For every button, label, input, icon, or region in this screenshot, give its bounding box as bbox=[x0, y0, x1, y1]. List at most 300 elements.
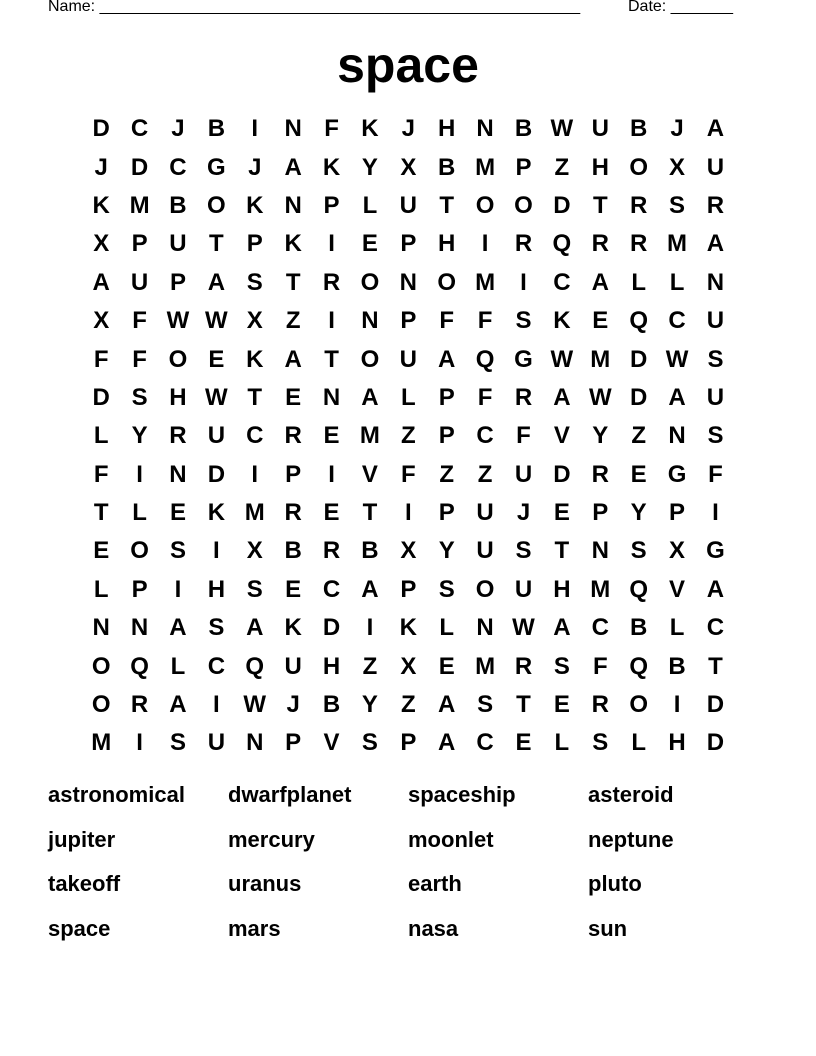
grid-letter[interactable]: Z bbox=[400, 691, 416, 719]
grid-letter[interactable]: T bbox=[285, 268, 301, 296]
grid-letter[interactable]: V bbox=[361, 460, 378, 488]
grid-letter[interactable]: K bbox=[246, 191, 264, 219]
grid-letter[interactable]: Q bbox=[130, 652, 149, 680]
grid-letter[interactable]: I bbox=[520, 268, 527, 296]
grid-letter[interactable]: D bbox=[130, 153, 149, 181]
grid-letter[interactable]: F bbox=[516, 422, 531, 450]
grid-letter[interactable]: A bbox=[169, 614, 187, 642]
grid-letter[interactable]: H bbox=[668, 729, 686, 757]
grid-letter[interactable]: Q bbox=[629, 307, 648, 335]
grid-letter[interactable]: Y bbox=[131, 422, 148, 450]
grid-letter[interactable]: S bbox=[707, 345, 724, 373]
grid-letter[interactable]: C bbox=[668, 307, 686, 335]
grid-letter[interactable]: T bbox=[209, 230, 224, 258]
grid-letter[interactable]: V bbox=[669, 575, 686, 603]
grid-letter[interactable]: K bbox=[553, 307, 571, 335]
grid-letter[interactable]: P bbox=[438, 499, 455, 527]
grid-letter[interactable]: H bbox=[207, 575, 226, 603]
grid-letter[interactable]: N bbox=[591, 537, 609, 565]
grid-letter[interactable]: J bbox=[248, 153, 262, 181]
grid-letter[interactable]: N bbox=[399, 268, 417, 296]
grid-letter[interactable]: E bbox=[553, 499, 570, 527]
grid-letter[interactable]: L bbox=[170, 652, 186, 680]
word-list-item: earth bbox=[408, 871, 462, 897]
grid-letter[interactable]: A bbox=[553, 614, 571, 642]
grid-letter[interactable]: A bbox=[284, 153, 302, 181]
grid-letter[interactable]: Z bbox=[285, 307, 301, 335]
grid-letter[interactable]: K bbox=[246, 345, 264, 373]
grid-letter[interactable]: E bbox=[285, 575, 302, 603]
grid-letter[interactable]: B bbox=[629, 115, 648, 143]
grid-letter[interactable]: L bbox=[631, 268, 646, 296]
grid-letter[interactable]: F bbox=[477, 383, 493, 411]
grid-letter[interactable]: A bbox=[591, 268, 609, 296]
grid-letter[interactable]: E bbox=[515, 729, 532, 757]
grid-letter[interactable]: S bbox=[592, 729, 609, 757]
grid-letter[interactable]: X bbox=[93, 230, 110, 258]
grid-letter[interactable]: P bbox=[438, 383, 455, 411]
grid-letter[interactable]: D bbox=[92, 383, 110, 411]
grid-letter[interactable]: Q bbox=[245, 652, 265, 680]
grid-letter[interactable]: N bbox=[169, 460, 187, 488]
word-list-item: dwarfplanet bbox=[228, 782, 352, 807]
grid-letter[interactable]: I bbox=[213, 537, 220, 565]
word-list-item: asteroid bbox=[588, 782, 674, 807]
grid-letter[interactable]: P bbox=[515, 153, 532, 181]
word-list-item: spaceship bbox=[408, 782, 516, 807]
grid-letter[interactable]: S bbox=[131, 383, 148, 411]
grid-letter[interactable]: Z bbox=[362, 652, 378, 680]
grid-letter[interactable]: R bbox=[514, 383, 533, 411]
grid-letter[interactable]: P bbox=[400, 307, 417, 335]
grid-letter[interactable]: P bbox=[400, 575, 417, 603]
grid-letter[interactable]: S bbox=[246, 575, 263, 603]
grid-letter[interactable]: W bbox=[550, 345, 574, 373]
grid-letter[interactable]: F bbox=[592, 652, 608, 680]
grid-letter[interactable]: R bbox=[591, 230, 609, 258]
grid-letter[interactable]: B bbox=[322, 691, 341, 719]
grid-letter[interactable]: F bbox=[93, 460, 109, 488]
grid-letter[interactable]: Q bbox=[629, 575, 648, 603]
grid-letter[interactable]: D bbox=[629, 383, 648, 411]
grid-letter[interactable]: C bbox=[169, 153, 187, 181]
grid-letter[interactable]: R bbox=[322, 268, 341, 296]
grid-letter[interactable]: O bbox=[207, 191, 226, 219]
grid-letter[interactable]: S bbox=[630, 537, 647, 565]
grid-letter[interactable]: G bbox=[207, 153, 226, 181]
grid-letter[interactable]: U bbox=[130, 268, 149, 296]
grid-letter[interactable]: B bbox=[361, 537, 379, 565]
grid-letter[interactable]: A bbox=[361, 383, 379, 411]
grid-letter[interactable]: Y bbox=[592, 422, 609, 450]
grid-letter[interactable]: L bbox=[669, 614, 685, 642]
grid-letter[interactable]: W bbox=[665, 345, 689, 373]
grid-letter[interactable]: R bbox=[284, 422, 302, 450]
grid-letter[interactable]: H bbox=[438, 230, 456, 258]
grid-letter[interactable]: X bbox=[400, 652, 417, 680]
grid-letter[interactable]: E bbox=[169, 499, 186, 527]
grid-letter[interactable]: R bbox=[706, 191, 725, 219]
grid-letter[interactable]: V bbox=[323, 729, 340, 757]
grid-letter[interactable]: C bbox=[706, 614, 725, 642]
grid-letter[interactable]: I bbox=[712, 499, 719, 527]
grid-letter[interactable]: T bbox=[708, 652, 723, 680]
grid-letter[interactable]: R bbox=[322, 537, 341, 565]
grid-letter[interactable]: Z bbox=[477, 460, 493, 488]
grid-letter[interactable]: B bbox=[438, 153, 456, 181]
grid-letter[interactable]: S bbox=[438, 575, 455, 603]
grid-letter[interactable]: F bbox=[93, 345, 109, 373]
grid-letter[interactable]: Y bbox=[361, 691, 378, 719]
grid-letter[interactable]: M bbox=[475, 268, 496, 296]
grid-letter[interactable]: P bbox=[131, 575, 148, 603]
grid-letter[interactable]: S bbox=[669, 191, 686, 219]
grid-letter[interactable]: L bbox=[631, 729, 646, 757]
grid-letter[interactable]: T bbox=[362, 499, 378, 527]
grid-letter[interactable]: C bbox=[591, 614, 609, 642]
word-list-item: mars bbox=[228, 916, 281, 942]
grid-letter[interactable]: N bbox=[284, 115, 302, 143]
grid-letter[interactable]: L bbox=[400, 383, 416, 411]
grid-letter[interactable]: X bbox=[400, 537, 417, 565]
grid-letter[interactable]: S bbox=[707, 422, 724, 450]
grid-letter[interactable]: J bbox=[401, 115, 415, 143]
grid-letter[interactable]: H bbox=[553, 575, 571, 603]
grid-letter[interactable]: E bbox=[553, 691, 570, 719]
grid-letter[interactable]: P bbox=[131, 230, 148, 258]
grid-letter[interactable]: Q bbox=[552, 230, 572, 258]
word-list-item: sun bbox=[588, 916, 628, 942]
grid-letter[interactable]: O bbox=[360, 268, 380, 296]
grid-letter[interactable]: R bbox=[514, 652, 533, 680]
grid-letter[interactable]: P bbox=[400, 230, 417, 258]
grid-letter[interactable]: A bbox=[92, 268, 110, 296]
grid-letter[interactable]: H bbox=[169, 383, 187, 411]
grid-letter[interactable]: W bbox=[588, 383, 612, 411]
grid-letter[interactable]: U bbox=[476, 499, 494, 527]
grid-letter[interactable]: V bbox=[553, 422, 570, 450]
grid-letter[interactable]: B bbox=[207, 115, 226, 143]
grid-letter[interactable]: I bbox=[174, 575, 182, 603]
grid-letter[interactable]: E bbox=[630, 460, 647, 488]
grid-letter[interactable]: E bbox=[285, 383, 302, 411]
grid-letter[interactable]: N bbox=[706, 268, 725, 296]
grid-letter[interactable]: I bbox=[251, 115, 259, 143]
grid-letter[interactable]: T bbox=[592, 191, 608, 219]
grid-letter[interactable]: D bbox=[706, 691, 725, 719]
grid-letter[interactable]: U bbox=[207, 729, 226, 757]
grid-letter[interactable]: J bbox=[516, 499, 531, 527]
grid-letter[interactable]: S bbox=[361, 729, 378, 757]
grid-letter[interactable]: O bbox=[475, 575, 495, 603]
grid-letter[interactable]: I bbox=[404, 499, 412, 527]
grid-letter[interactable]: A bbox=[438, 691, 456, 719]
grid-letter[interactable]: C bbox=[130, 115, 149, 143]
grid-letter[interactable]: U bbox=[284, 652, 302, 680]
grid-letter[interactable]: L bbox=[132, 499, 147, 527]
grid-letter[interactable]: N bbox=[246, 729, 264, 757]
grid-letter[interactable]: A bbox=[553, 383, 571, 411]
grid-letter[interactable]: Q bbox=[629, 652, 648, 680]
grid-letter[interactable]: U bbox=[706, 383, 725, 411]
grid-letter[interactable]: K bbox=[207, 499, 226, 527]
grid-letter[interactable]: A bbox=[246, 614, 264, 642]
grid-letter[interactable]: G bbox=[706, 537, 725, 565]
grid-letter[interactable]: D bbox=[706, 729, 725, 757]
grid-letter[interactable]: D bbox=[553, 460, 571, 488]
grid-letter[interactable]: M bbox=[359, 422, 380, 450]
grid-letter[interactable]: T bbox=[324, 345, 339, 373]
grid-letter[interactable]: N bbox=[476, 614, 494, 642]
grid-letter[interactable]: M bbox=[590, 575, 611, 603]
grid-letter[interactable]: L bbox=[362, 191, 378, 219]
grid-letter[interactable]: O bbox=[91, 691, 111, 719]
grid-letter[interactable]: O bbox=[475, 191, 495, 219]
grid-letter[interactable]: O bbox=[360, 345, 380, 373]
grid-letter[interactable]: U bbox=[399, 345, 417, 373]
grid-letter[interactable]: G bbox=[667, 460, 687, 488]
grid-letter[interactable]: Y bbox=[630, 499, 647, 527]
grid-letter[interactable]: D bbox=[207, 460, 226, 488]
grid-letter[interactable]: C bbox=[476, 422, 494, 450]
header-line bbox=[48, 0, 733, 16]
grid-letter[interactable]: S bbox=[477, 691, 494, 719]
grid-letter[interactable]: C bbox=[553, 268, 571, 296]
grid-letter[interactable]: A bbox=[438, 729, 456, 757]
grid-letter[interactable]: U bbox=[169, 230, 187, 258]
grid-letter[interactable]: P bbox=[285, 460, 302, 488]
grid-letter[interactable]: D bbox=[629, 345, 648, 373]
grid-letter[interactable]: F bbox=[708, 460, 723, 488]
grid-letter[interactable]: L bbox=[93, 575, 109, 603]
grid-letter[interactable]: R bbox=[629, 230, 648, 258]
grid-letter[interactable]: T bbox=[247, 383, 263, 411]
grid-letter[interactable]: K bbox=[322, 153, 341, 181]
grid-letter[interactable]: N bbox=[130, 614, 149, 642]
grid-letter[interactable]: A bbox=[668, 383, 686, 411]
grid-letter[interactable]: I bbox=[136, 460, 143, 488]
date-field[interactable]: Date: _______ bbox=[628, 0, 733, 15]
grid-letter[interactable]: O bbox=[629, 153, 648, 181]
grid-letter[interactable]: Z bbox=[631, 422, 646, 450]
grid-letter[interactable]: M bbox=[91, 729, 112, 757]
grid-letter[interactable]: K bbox=[92, 191, 110, 219]
grid-letter[interactable]: R bbox=[284, 499, 302, 527]
grid-letter[interactable]: A bbox=[706, 230, 725, 258]
grid-letter[interactable]: N bbox=[284, 191, 302, 219]
grid-letter[interactable]: S bbox=[246, 268, 263, 296]
grid-letter[interactable]: P bbox=[323, 191, 340, 219]
grid-letter[interactable]: I bbox=[366, 614, 374, 642]
grid-letter[interactable]: R bbox=[591, 460, 609, 488]
grid-letter[interactable]: T bbox=[554, 537, 570, 565]
grid-letter[interactable]: U bbox=[591, 115, 609, 143]
grid-letter[interactable]: M bbox=[475, 652, 496, 680]
grid-letter[interactable]: P bbox=[400, 729, 417, 757]
grid-letter[interactable]: E bbox=[93, 537, 110, 565]
grid-letter[interactable]: I bbox=[213, 691, 220, 719]
grid-letter[interactable]: B bbox=[629, 614, 648, 642]
grid-letter[interactable]: S bbox=[515, 307, 532, 335]
grid-letter[interactable]: X bbox=[246, 537, 263, 565]
grid-letter[interactable]: X bbox=[246, 307, 263, 335]
grid-letter[interactable]: I bbox=[328, 460, 335, 488]
grid-letter[interactable]: D bbox=[92, 115, 110, 143]
grid-letter[interactable]: B bbox=[668, 652, 686, 680]
grid-letter[interactable]: B bbox=[169, 191, 187, 219]
name-field[interactable]: Name: ______________________________________________________ bbox=[48, 0, 581, 15]
grid-letter[interactable]: Z bbox=[554, 153, 570, 181]
grid-letter[interactable]: L bbox=[439, 614, 455, 642]
grid-letter[interactable]: U bbox=[207, 422, 226, 450]
grid-letter[interactable]: L bbox=[669, 268, 685, 296]
grid-letter[interactable]: K bbox=[361, 115, 379, 143]
grid-letter[interactable]: A bbox=[706, 115, 725, 143]
grid-letter[interactable]: E bbox=[323, 499, 340, 527]
grid-letter[interactable]: A bbox=[169, 691, 187, 719]
grid-letter[interactable]: W bbox=[243, 691, 267, 719]
grid-letter[interactable]: E bbox=[592, 307, 609, 335]
grid-letter[interactable]: G bbox=[514, 345, 533, 373]
grid-letter[interactable]: J bbox=[286, 691, 300, 719]
grid-letter[interactable]: M bbox=[475, 153, 496, 181]
grid-letter[interactable]: S bbox=[553, 652, 570, 680]
grid-letter[interactable]: J bbox=[171, 115, 185, 143]
grid-letter[interactable]: K bbox=[284, 230, 302, 258]
grid-letter[interactable]: J bbox=[670, 115, 684, 143]
grid-letter[interactable]: C bbox=[322, 575, 341, 603]
grid-letter[interactable]: X bbox=[669, 537, 686, 565]
grid-letter[interactable]: B bbox=[514, 115, 533, 143]
grid-letter[interactable]: F bbox=[439, 307, 455, 335]
grid-letter[interactable]: T bbox=[439, 191, 455, 219]
grid-letter[interactable]: O bbox=[437, 268, 457, 296]
page-title: space bbox=[337, 37, 479, 93]
grid-letter[interactable]: D bbox=[553, 191, 571, 219]
grid-letter[interactable]: W bbox=[166, 307, 190, 335]
grid-letter[interactable]: W bbox=[550, 115, 574, 143]
grid-letter[interactable]: P bbox=[285, 729, 302, 757]
grid-letter[interactable]: C bbox=[207, 652, 226, 680]
grid-letter[interactable]: P bbox=[438, 422, 455, 450]
grid-letter[interactable]: N bbox=[476, 115, 494, 143]
grid-letter[interactable]: N bbox=[361, 307, 379, 335]
grid-letter[interactable]: F bbox=[132, 307, 147, 335]
grid-letter[interactable]: L bbox=[93, 422, 109, 450]
grid-letter[interactable]: W bbox=[205, 307, 228, 335]
grid-letter[interactable]: P bbox=[169, 268, 186, 296]
grid-letter[interactable]: I bbox=[673, 691, 681, 719]
grid-letter[interactable]: O bbox=[168, 345, 188, 373]
grid-letter[interactable]: R bbox=[629, 191, 648, 219]
grid-letter[interactable]: U bbox=[514, 575, 533, 603]
grid-letter[interactable]: I bbox=[251, 460, 259, 488]
grid-letter[interactable]: N bbox=[668, 422, 686, 450]
grid-letter[interactable]: R bbox=[169, 422, 187, 450]
grid-letter[interactable]: A bbox=[361, 575, 379, 603]
grid-letter[interactable]: F bbox=[477, 307, 493, 335]
grid-letter[interactable]: X bbox=[400, 153, 417, 181]
grid-letter[interactable]: C bbox=[246, 422, 264, 450]
grid-letter[interactable]: S bbox=[169, 729, 186, 757]
grid-letter[interactable]: U bbox=[399, 191, 417, 219]
grid-letter[interactable]: M bbox=[129, 191, 150, 219]
grid-letter[interactable]: B bbox=[284, 537, 302, 565]
grid-letter[interactable]: M bbox=[590, 345, 611, 373]
grid-letter[interactable]: A bbox=[438, 345, 456, 373]
grid-letter[interactable]: E bbox=[361, 230, 378, 258]
grid-letter[interactable]: O bbox=[91, 652, 111, 680]
grid-letter[interactable]: F bbox=[132, 345, 147, 373]
grid-letter[interactable]: U bbox=[706, 153, 725, 181]
grid-letter[interactable]: E bbox=[323, 422, 340, 450]
grid-letter[interactable]: P bbox=[592, 499, 609, 527]
grid-letter[interactable]: O bbox=[130, 537, 149, 565]
grid-letter[interactable]: N bbox=[322, 383, 341, 411]
grid-letter[interactable]: Z bbox=[439, 460, 455, 488]
grid-letter[interactable]: H bbox=[438, 115, 456, 143]
grid-letter[interactable]: U bbox=[514, 460, 533, 488]
grid-letter[interactable]: Z bbox=[400, 422, 416, 450]
grid-letter[interactable]: Q bbox=[475, 345, 495, 373]
grid-letter[interactable]: H bbox=[591, 153, 609, 181]
grid-letter[interactable]: F bbox=[400, 460, 416, 488]
grid-letter[interactable]: N bbox=[92, 614, 110, 642]
grid-letter[interactable]: M bbox=[244, 499, 265, 527]
grid-letter[interactable]: R bbox=[591, 691, 609, 719]
grid-letter[interactable]: E bbox=[208, 345, 225, 373]
grid-letter[interactable]: K bbox=[284, 614, 302, 642]
grid-letter[interactable]: P bbox=[246, 230, 263, 258]
grid-letter[interactable]: T bbox=[93, 499, 109, 527]
grid-letter[interactable]: O bbox=[629, 691, 648, 719]
grid-letter[interactable]: R bbox=[514, 230, 533, 258]
grid-letter[interactable]: J bbox=[94, 153, 108, 181]
grid-letter[interactable]: H bbox=[322, 652, 341, 680]
grid-letter[interactable]: K bbox=[399, 614, 417, 642]
grid-letter[interactable]: W bbox=[205, 383, 228, 411]
grid-letter[interactable]: R bbox=[130, 691, 149, 719]
grid-letter[interactable]: I bbox=[328, 307, 335, 335]
grid-letter[interactable]: P bbox=[669, 499, 686, 527]
grid-letter[interactable]: A bbox=[706, 575, 725, 603]
grid-letter[interactable]: C bbox=[476, 729, 494, 757]
grid-letter[interactable]: I bbox=[136, 729, 143, 757]
grid-letter[interactable]: S bbox=[208, 614, 225, 642]
grid-letter[interactable]: X bbox=[93, 307, 110, 335]
grid-letter[interactable]: D bbox=[322, 614, 341, 642]
grid-letter[interactable]: U bbox=[706, 307, 725, 335]
grid-letter[interactable]: Y bbox=[361, 153, 378, 181]
grid-letter[interactable]: A bbox=[207, 268, 226, 296]
grid-letter[interactable]: M bbox=[667, 230, 688, 258]
grid-letter[interactable]: T bbox=[516, 691, 531, 719]
grid-letter[interactable]: E bbox=[438, 652, 455, 680]
grid-letter[interactable]: I bbox=[481, 230, 489, 258]
grid-letter[interactable]: S bbox=[515, 537, 532, 565]
grid-letter[interactable]: A bbox=[284, 345, 302, 373]
grid-letter[interactable]: I bbox=[328, 230, 335, 258]
grid-letter[interactable]: O bbox=[514, 191, 533, 219]
grid-letter[interactable]: F bbox=[324, 115, 339, 143]
grid-letter[interactable]: U bbox=[476, 537, 494, 565]
grid-letter[interactable]: Y bbox=[438, 537, 455, 565]
grid-letter[interactable]: L bbox=[554, 729, 570, 757]
grid-letter[interactable]: S bbox=[169, 537, 186, 565]
grid-letter[interactable]: X bbox=[669, 153, 686, 181]
grid-letter[interactable]: W bbox=[512, 614, 535, 642]
word-list-item: astronomical bbox=[48, 782, 185, 807]
